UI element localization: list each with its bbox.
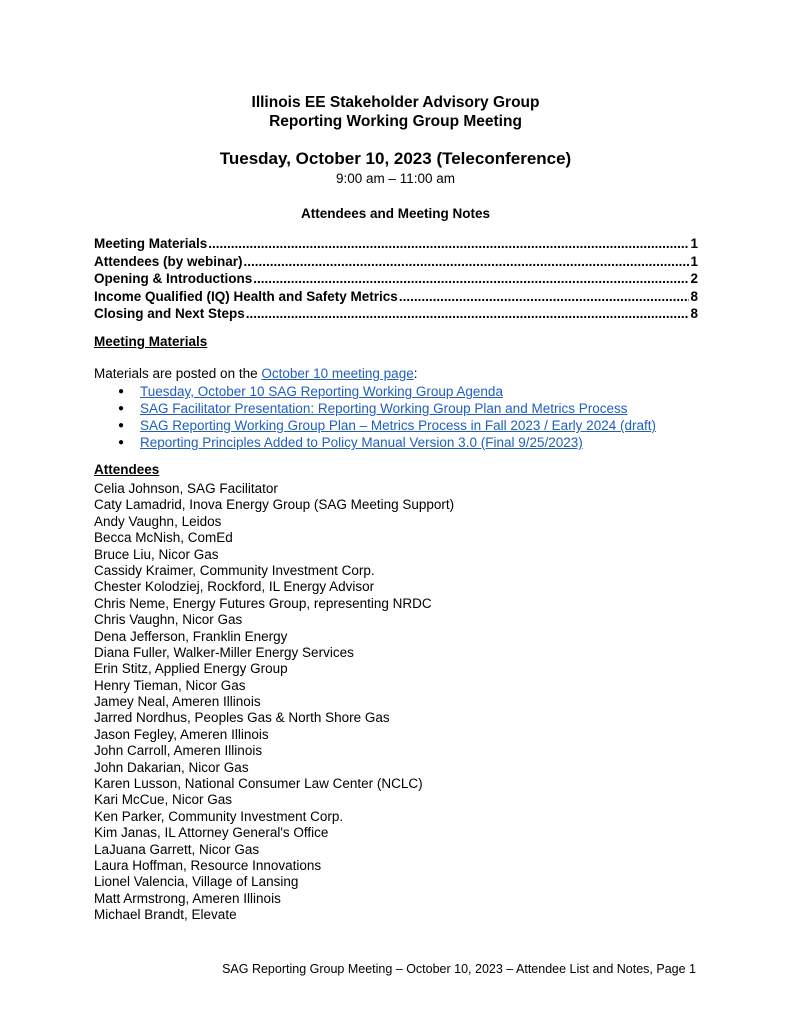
attendee-item: Cassidy Kraimer, Community Investment Corp. [94,562,375,578]
toc-label: Income Qualified (IQ) Health and Safety Metrics [94,288,398,304]
toc-page-number: 8 [690,306,698,321]
section-heading-meeting-materials: Meeting Materials [94,334,208,349]
attendee-item: Diana Fuller, Walker-Miller Energy Services [94,644,354,660]
attendee-item: John Carroll, Ameren Illinois [94,743,263,759]
attendee-item: Karen Lusson, National Consumer Law Center (NCLC) [94,776,423,792]
attendee-item: Caty Lamadrid, Inova Energy Group (SAG Meeting Support) [94,497,455,513]
attendee-item: Chester Kolodziej, Rockford, IL Energy Advisor [94,579,375,595]
toc-page-number: 2 [690,271,698,286]
attendee-item: LaJuana Garrett, Nicor Gas [94,841,260,857]
toc-page-number: 8 [690,288,698,304]
toc-label: Meeting Materials [94,236,208,251]
toc-leader-dots [208,236,689,251]
toc-leader-dots [399,289,690,304]
page-footer: SAG Reporting Group Meeting – October 10, 2023 – Attendee List and Notes, Page 1 [222,962,696,976]
list-item [118,400,656,417]
attendee-item: Andy Vaughn, Leidos [94,513,222,529]
toc-entry[interactable] [94,254,698,272]
list-item [118,434,656,451]
document-subtitle: Attendees and Meeting Notes [300,206,491,221]
toc-page-number: 1 [690,253,698,269]
list-item [118,417,656,434]
title-line-2: Reporting Working Group Meeting [269,113,522,130]
attendee-item: Jarred Nordhus, Peoples Gas & North Shore Gas [94,710,390,726]
bullet-icon: ● [118,403,125,414]
title-line-1: Illinois EE Stakeholder Advisory Group [251,94,540,111]
bullet-icon: ● [118,420,125,431]
attendee-item: Jamey Neal, Ameren Illinois [94,694,261,710]
attendee-item: Kari McCue, Nicor Gas [94,792,233,808]
attendee-item: Becca McNish, ComEd [94,530,233,546]
materials-intro-text: Materials are posted on the [94,366,262,381]
toc-label: Closing and Next Steps [94,306,245,321]
material-link[interactable]: SAG Facilitator Presentation: Reporting Working Group Plan and Metrics Process [140,401,628,416]
toc-page-number: 1 [690,236,698,251]
toc-entry[interactable] [94,306,698,324]
attendee-item: Erin Stitz, Applied Energy Group [94,661,288,677]
materials-list [118,383,656,451]
attendee-item: Bruce Liu, Nicor Gas [94,546,219,562]
toc-label: Attendees (by webinar) [94,253,243,269]
material-link[interactable]: SAG Reporting Working Group Plan – Metrics Process in Fall 2023 / Early 2024 (draft) [140,418,656,433]
toc-entry[interactable] [94,236,698,254]
toc-label: Opening & Introductions [94,271,253,286]
attendee-item: Ken Parker, Community Investment Corp. [94,808,344,824]
attendee-item: Matt Armstrong, Ameren Illinois [94,890,281,906]
toc-leader-dots [246,306,690,321]
meeting-date: Tuesday, October 10, 2023 (Teleconference) [219,149,572,168]
material-link[interactable]: Tuesday, October 10 SAG Reporting Working Group Agenda [140,384,503,399]
table-of-contents [94,236,698,324]
bullet-icon: ● [118,386,125,397]
attendee-item: Dena Jefferson, Franklin Energy [94,628,288,644]
list-item [118,383,656,400]
attendee-item: Michael Brandt, Elevate [94,907,237,923]
attendee-item: Chris Neme, Energy Futures Group, representing NRDC [94,595,432,611]
attendee-item: Jason Fegley, Ameren Illinois [94,726,269,742]
material-link[interactable]: Reporting Principles Added to Policy Manual Version 3.0 (Final 9/25/2023) [140,435,583,450]
toc-entry[interactable] [94,289,698,307]
attendee-list [94,481,454,924]
materials-intro [94,366,417,381]
bullet-icon: ● [118,437,125,448]
attendee-item: Celia Johnson, SAG Facilitator [94,481,278,496]
attendee-item: Chris Vaughn, Nicor Gas [94,612,243,628]
attendee-item: Laura Hoffman, Resource Innovations [94,857,322,873]
toc-entry[interactable] [94,271,698,289]
meeting-time: 9:00 am – 11:00 am [335,171,456,186]
meeting-page-link[interactable]: October 10 meeting page [261,366,414,381]
attendee-item: Lionel Valencia, Village of Lansing [94,874,299,890]
toc-leader-dots [244,254,690,269]
attendee-item: Henry Tieman, Nicor Gas [94,677,246,693]
materials-intro-colon: : [413,366,418,381]
toc-leader-dots [253,271,689,286]
attendee-item: John Dakarian, Nicor Gas [94,759,249,775]
attendee-item: Kim Janas, IL Attorney General's Office [94,825,329,841]
section-heading-attendees: Attendees [94,462,160,477]
